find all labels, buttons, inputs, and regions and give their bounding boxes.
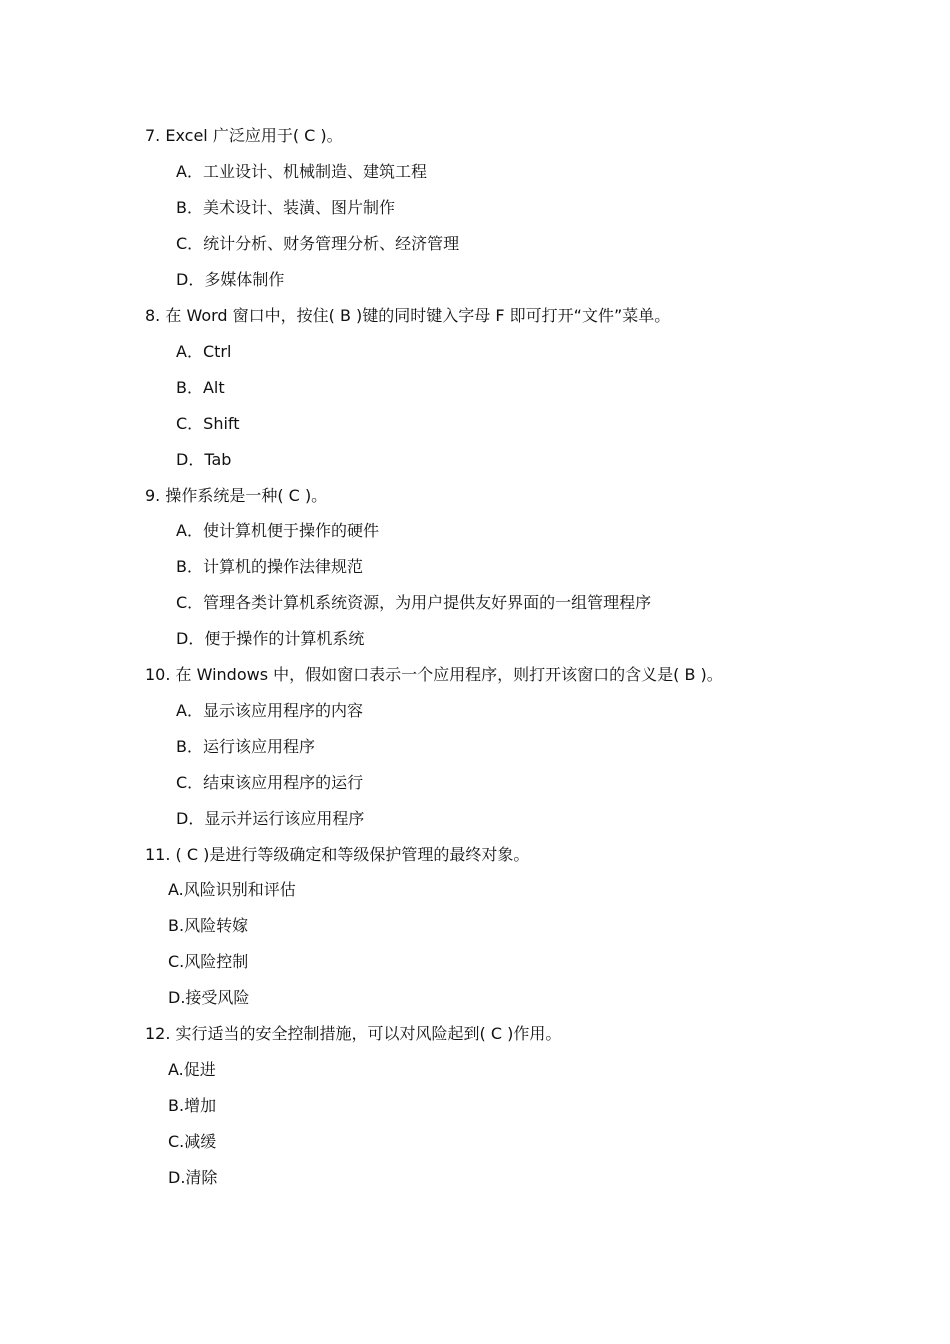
answer-option: C.风险控制 — [168, 952, 249, 971]
question-stem: 7. Excel 广泛应用于( C )。 — [145, 126, 343, 145]
question-stem: 11. ( C )是进行等级确定和等级保护管理的最终对象。 — [145, 845, 530, 864]
answer-option: B．美术设计、装潢、图片制作 — [176, 198, 395, 217]
question-stem: 10. 在 Windows 中，假如窗口表示一个应用程序，则打开该窗口的含义是( B )。 — [145, 665, 723, 684]
answer-option: B．Alt — [176, 378, 225, 397]
answer-option: B.增加 — [168, 1096, 217, 1115]
question-stem: 8. 在 Word 窗口中，按住( B )键的同时键入字母 F 即可打开“文件”菜单。 — [145, 306, 671, 325]
answer-option: C．结束该应用程序的运行 — [176, 773, 364, 792]
answer-option: B.风险转嫁 — [168, 916, 249, 935]
answer-option: A．工业设计、机械制造、建筑工程 — [176, 162, 427, 181]
answer-option: C.减缓 — [168, 1132, 217, 1151]
answer-option: D．多媒体制作 — [176, 270, 285, 289]
answer-option: A．显示该应用程序的内容 — [176, 701, 363, 720]
answer-option: B．计算机的操作法律规范 — [176, 557, 363, 576]
answer-option: B．运行该应用程序 — [176, 737, 315, 756]
answer-option: D．Tab — [176, 450, 232, 469]
answer-option: A.风险识别和评估 — [168, 880, 296, 899]
answer-option: A．使计算机便于操作的硬件 — [176, 521, 379, 540]
answer-option: D．显示并运行该应用程序 — [176, 809, 365, 828]
answer-option: C．统计分析、财务管理分析、经济管理 — [176, 234, 460, 253]
answer-option: A.促进 — [168, 1060, 216, 1079]
answer-option: D.清除 — [168, 1168, 218, 1187]
answer-option: D．便于操作的计算机系统 — [176, 629, 365, 648]
answer-option: D.接受风险 — [168, 988, 250, 1007]
answer-option: C．管理各类计算机系统资源，为用户提供友好界面的一组管理程序 — [176, 593, 652, 612]
question-stem: 12. 实行适当的安全控制措施，可以对风险起到( C )作用。 — [145, 1024, 562, 1043]
question-stem: 9. 操作系统是一种( C )。 — [145, 486, 328, 505]
answer-option: C．Shift — [176, 414, 240, 433]
answer-option: A．Ctrl — [176, 342, 232, 361]
